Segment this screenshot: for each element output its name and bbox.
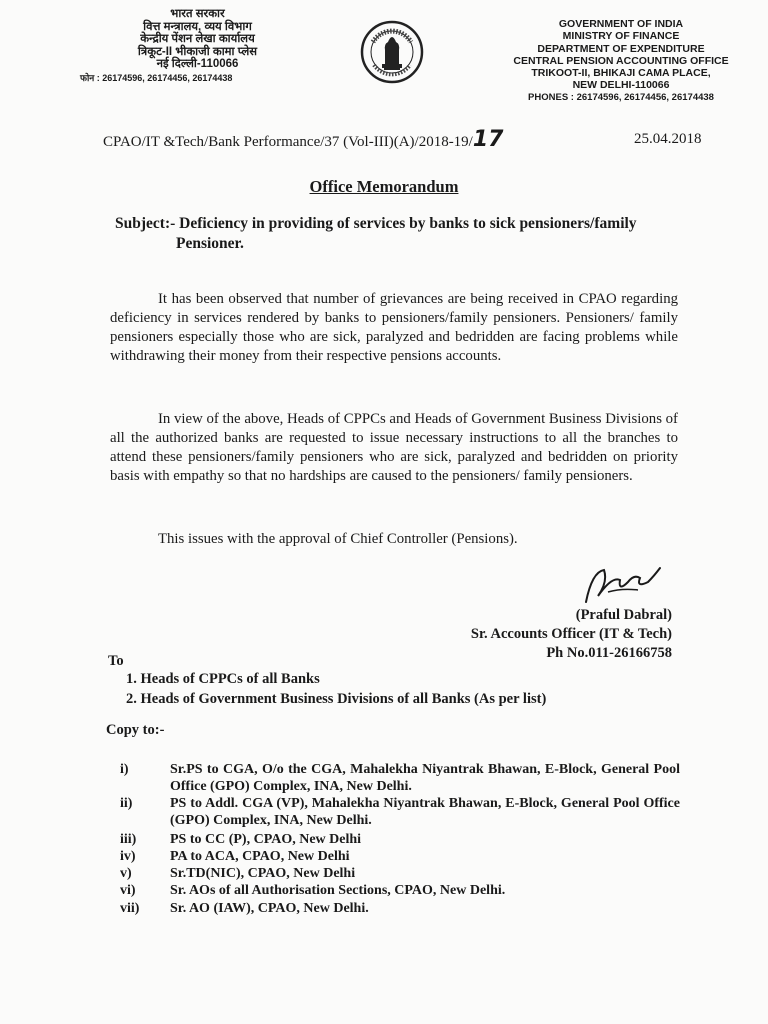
memo-date: 25.04.2018 [634, 131, 702, 147]
hindi-phone: फोन : 26174596, 26174456, 26174438 [80, 72, 233, 83]
copy-item-text: Sr.PS to CGA, O/o the CGA, Mahalekha Niyantrak Bhawan, E-Block, General Pool Office (GPO) Complex, INA, New Delhi. [170, 762, 680, 794]
copy-item-number: vii) [120, 901, 140, 916]
copy-item-text: Sr. AOs of all Authorisation Sections, CPAO, New Delhi. [170, 883, 506, 898]
recipient-2: 2. Heads of Government Business Divisions of all Banks (As per list) [126, 691, 547, 707]
signatory-designation: Sr. Accounts Officer (IT & Tech) [470, 626, 672, 642]
hindi-letterhead [80, 8, 315, 84]
english-line-5: TRIKOOT-II, BHIKAJI CAMA PLACE, [531, 67, 711, 80]
reference-number [103, 127, 503, 152]
copy-to-label: Copy to:- [106, 722, 165, 738]
copy-item-number: iii) [120, 832, 137, 847]
copy-item [120, 831, 680, 848]
reference-prefix: CPAO/IT &Tech/Bank Performance/37 (Vol-III)(A)/2018-19/ [103, 134, 473, 150]
english-phone: PHONES : 26174596, 26174456, 26174438 [528, 91, 714, 103]
handwritten-signature-icon [578, 562, 666, 610]
page-title: Office Memorandum [309, 177, 459, 196]
copy-item [120, 761, 680, 795]
copy-item-text: Sr. AO (IAW), CPAO, New Delhi. [170, 901, 369, 916]
subject [115, 214, 680, 254]
copy-item [120, 795, 680, 829]
copy-item-text: Sr.TD(NIC), CPAO, New Delhi [170, 866, 356, 881]
hindi-line-2: वित्त मन्त्रालय, व्यय विभाग [143, 20, 252, 33]
english-letterhead [490, 18, 752, 104]
copy-item-text: PS to Addl. CGA (VP), Mahalekha Niyantrak Bhawan, E-Block, General Pool Office (GPO) Complex, INA, New Delhi. [170, 796, 680, 828]
english-line-4: CENTRAL PENSION ACCOUNTING OFFICE [513, 54, 729, 67]
copy-item [120, 882, 680, 899]
recipient-1: 1. Heads of CPPCs of all Banks [126, 671, 320, 687]
copy-item-number: iv) [120, 849, 136, 864]
signatory-phone: Ph No.011-26166758 [546, 645, 672, 661]
copy-item-number: vi) [120, 883, 136, 898]
copy-item-number: ii) [120, 796, 133, 811]
english-line-6: NEW DELHI-110066 [572, 79, 670, 92]
english-line-2: MINISTRY OF FINANCE [562, 30, 680, 43]
copy-item-number: i) [120, 762, 129, 777]
copy-item [120, 900, 680, 917]
paragraph-2: In view of the above, Heads of CPPCs and Heads of Government Business Divisions of all the authorized banks are requested to issue necessary instructions to all the branches to attend these pensioners/family pensioners who are sick, paralyzed and bedridden on priority basis with empathy so that no hardships are caused to the pensioners/ family pensioners. [110, 411, 678, 484]
subject-line-1: Subject:- Deficiency in providing of services by banks to sick pensioners/family [115, 215, 637, 232]
copy-item-text: PS to CC (P), CPAO, New Delhi [170, 832, 362, 847]
copy-item [120, 865, 680, 882]
paragraph-1: It has been observed that number of grievances are being received in CPAO regarding deficiency in services rendered by banks to pensioners/family pensioners. Pensioners/ family pensioners especially those who are sick, paralyzed and bedridden are facing problems while withdrawing their money from their respective pensions accounts. [110, 291, 678, 364]
to-label: To [108, 653, 124, 669]
reference-handwritten-number: 17 [472, 127, 504, 152]
hindi-line-5: नई दिल्ली-110066 [156, 58, 239, 70]
paragraph-3: This issues with the approval of Chief Controller (Pensions). [158, 531, 518, 547]
english-line-1: GOVERNMENT OF INDIA [558, 18, 684, 30]
hindi-line-4: त्रिकूट-II भीकाजी कामा प्लेस [137, 45, 258, 58]
subject-line-2: Pensioner. [176, 235, 244, 252]
hindi-line-1: भारत सरकार [170, 8, 225, 20]
english-line-3: DEPARTMENT OF EXPENDITURE [537, 42, 705, 55]
copy-item [120, 848, 680, 865]
hindi-line-3: केन्द्रीय पेंशन लेखा कार्यालय [140, 33, 255, 45]
signatory-name: (Praful Dabral) [575, 607, 672, 623]
cpao-emblem-icon [360, 20, 424, 88]
copy-item-text: PA to ACA, CPAO, New Delhi [170, 849, 350, 864]
copy-item-number: v) [120, 866, 132, 881]
